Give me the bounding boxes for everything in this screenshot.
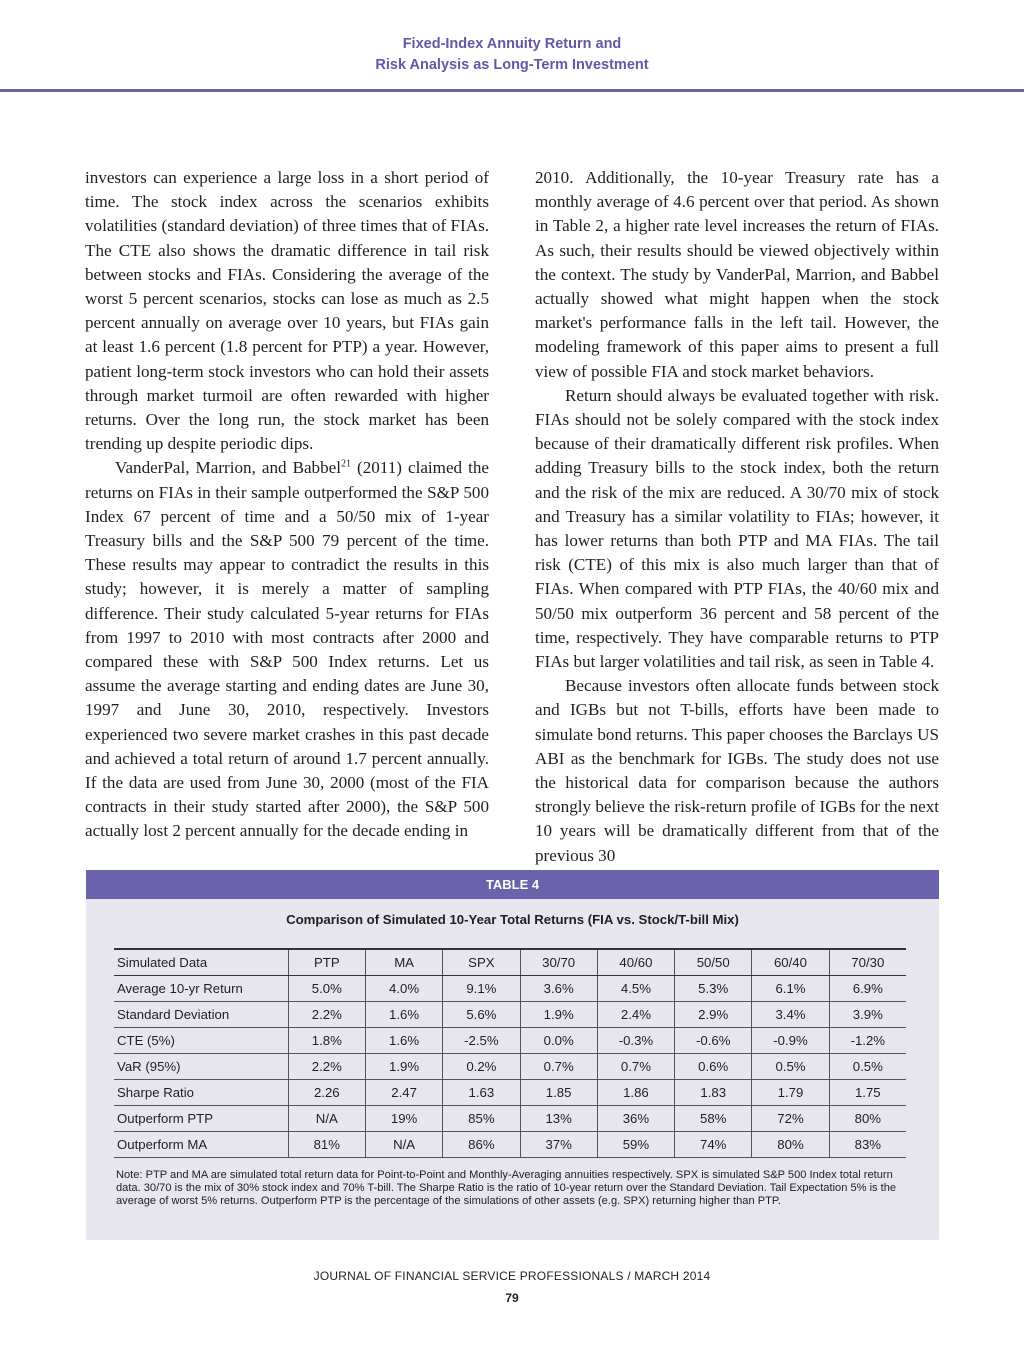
header-cell: 50/50 (675, 949, 752, 976)
table-cell: -2.5% (443, 1028, 520, 1054)
table-cell: 19% (365, 1106, 442, 1132)
table-cell: 1.85 (520, 1080, 597, 1106)
table-cell: 1.79 (752, 1080, 829, 1106)
right-paragraph-3: Because investors often allocate funds between stock and IGBs but not T-bills, efforts have been made to simulate bond returns. This paper chooses the Barclays US ABI as the benchmark for IGBs. The study does not use the historical data for comparison because the authors strongly believe the risk-return profile of IGBs for the next 10 years will be dramatically different from that of the previous 30 (535, 676, 939, 865)
table-cell: 83% (829, 1132, 906, 1158)
left-paragraph-2-start: VanderPal, Marrion, and Babbel (115, 458, 341, 478)
left-paragraph-2 (85, 456, 489, 843)
table-cell: 80% (829, 1106, 906, 1132)
right-paragraph-2: Return should always be evaluated together with risk. FIAs should not be solely compared with the stock index because of their dramatically different risk profiles. When adding Treasury bills to the stock index, both the return and the risk of the mix are reduced. A 30/70 mix of stock and Treasury has a similar volatility to FIAs; however, it has lower returns than both PTP and MA FIAs. The tail risk (CTE) of this mix is also much larger than that of FIAs. When compared with PTP FIAs, the 40/60 mix and 50/50 mix outperform 36 percent and 58 percent of the time, respectively. They have comparable returns to PTP FIAs but larger volatilities and tail risk, as seen in Table 4. (535, 385, 939, 672)
table-cell: 1.8% (288, 1028, 365, 1054)
header-cell: SPX (443, 949, 520, 976)
table-cell: 5.6% (443, 1002, 520, 1028)
table-cell: 0.5% (752, 1054, 829, 1080)
table-cell: 5.3% (675, 976, 752, 1002)
table-row (114, 1054, 906, 1080)
table-cell: 74% (675, 1132, 752, 1158)
table-cell: 81% (288, 1132, 365, 1158)
table-cell: 2.26 (288, 1080, 365, 1106)
table-cell: 2.4% (597, 1002, 674, 1028)
table-cell: 1.6% (365, 1028, 442, 1054)
left-paragraph-1: investors can experience a large loss in a short period of time. The stock index across the scenarios exhibits volatilities (standard deviation) of three times that of FIAs. The CTE also shows the dramatic difference in tail risk between stocks and FIAs. Considering the average of the worst 5 percent scenarios, stocks can lose as much as 2.5 percent annually on average over 10 years, but FIAs gain at least 1.6 percent (1.8 percent for PTP) a year. However, patient long-term stock investors who can hold their assets through market turmoil are often rewarded with higher returns. Over the long run, the stock market has been trending up despite periodic dips. (85, 168, 489, 454)
header-cell: 40/60 (597, 949, 674, 976)
table-cell: 0.6% (675, 1054, 752, 1080)
row-label-cell: Average 10-yr Return (114, 976, 288, 1002)
table-cell: -0.9% (752, 1028, 829, 1054)
table-4-panel (86, 870, 939, 1240)
row-label-cell: Outperform PTP (114, 1106, 288, 1132)
table-cell: 9.1% (443, 976, 520, 1002)
table-row (114, 1132, 906, 1158)
header-cell: 70/30 (829, 949, 906, 976)
table-cell: 1.83 (675, 1080, 752, 1106)
table-cell: 2.2% (288, 1054, 365, 1080)
table-cell: 3.4% (752, 1002, 829, 1028)
table-cell: 36% (597, 1106, 674, 1132)
table-cell: 2.2% (288, 1002, 365, 1028)
table-cell: 86% (443, 1132, 520, 1158)
header-line-1: Fixed-Index Annuity Return and (402, 36, 622, 52)
table-cell: 1.75 (829, 1080, 906, 1106)
table-cell: -0.3% (597, 1028, 674, 1054)
table-cell: -1.2% (829, 1028, 906, 1054)
header-cell: 30/70 (520, 949, 597, 976)
header-cell: 60/40 (752, 949, 829, 976)
table-cell: 72% (752, 1106, 829, 1132)
table-cell: 0.7% (597, 1054, 674, 1080)
table-cell: 6.9% (829, 976, 906, 1002)
table-row (114, 1028, 906, 1054)
table-cell: 5.0% (288, 976, 365, 1002)
table-cell: 1.63 (443, 1080, 520, 1106)
header-line-2: Risk Analysis as Long-Term Investment (375, 57, 649, 73)
table-cell: 6.1% (752, 976, 829, 1002)
table-cell: 85% (443, 1106, 520, 1132)
left-paragraph-2-rest: (2011) claimed the returns on FIAs in their sample outperformed the S&P 500 Index 67 percent of time and a 50/50 mix of 1-year Treasury bills and the S&P 500 79 percent of the time. These results may appear to contradict the results in this study; however, it is merely a matter of sampling difference. Their study calculated 5-year returns for FIAs from 1997 to 2010 with most contracts after 2000 and compared these with S&P 500 Index returns. Let us assume the average starting and ending dates are June 30, 1997 and June 30, 2010, respectively. Investors experienced two severe market crashes in this past decade and achieved a total return of around 1.7 percent annually. If the data are used from June 30, 2000 (most of the FIA contracts in their study started after 2000), the S&P 500 actually lost 2 percent annually for the decade ending in (85, 458, 490, 841)
header-cell: PTP (288, 949, 365, 976)
table-cell: 37% (520, 1132, 597, 1158)
table-cell: 2.47 (365, 1080, 442, 1106)
table-cell: 4.5% (597, 976, 674, 1002)
table-note: Note: PTP and MA are simulated total return data for Point-to-Point and Monthly-Averaging annuities respectively. SPX is simulated S&P 500 Index total return data. 30/70 is the mix of 30% stock index and 70% T-bill. The Sharpe Ratio is the ratio of 10-year return over the Standard Deviation. Tail Expectation 5% is the average of worst 5% returns. Outperform PTP is the percentage of the simulations of other assets (e.g. SPX) returning higher than PTP. (116, 1169, 897, 1208)
running-header (0, 34, 1024, 76)
footnote-ref-21[interactable]: 21 (341, 458, 351, 470)
table-header-row (114, 949, 906, 976)
table-cell: 0.7% (520, 1054, 597, 1080)
table-cell: 1.9% (365, 1054, 442, 1080)
row-label-cell: CTE (5%) (114, 1028, 288, 1054)
table-row (114, 1002, 906, 1028)
table-cell: 3.6% (520, 976, 597, 1002)
table-cell: 1.9% (520, 1002, 597, 1028)
table-row (114, 1106, 906, 1132)
table-cell: N/A (365, 1132, 442, 1158)
table-cell: 59% (597, 1132, 674, 1158)
table-cell: 4.0% (365, 976, 442, 1002)
table-cell: 80% (752, 1132, 829, 1158)
row-label-cell: Standard Deviation (114, 1002, 288, 1028)
right-paragraph-1: 2010. Additionally, the 10-year Treasury rate has a monthly average of 4.6 percent over that period. As shown in Table 2, a higher rate level increases the return of FIAs. As such, their results should be viewed objectively within the context. The study by VanderPal, Marrion, and Babbel actually showed what might happen when the stock market's performance falls in the left tail. However, the modeling framework of this paper aims to present a full view of possible FIA and stock market behaviors. (535, 168, 939, 381)
header-cell: MA (365, 949, 442, 976)
returns-table (114, 948, 906, 1158)
table-cell: -0.6% (675, 1028, 752, 1054)
table-cell: N/A (288, 1106, 365, 1132)
header-cell: Simulated Data (114, 949, 288, 976)
page-number: 79 (505, 1291, 519, 1305)
table-cell: 0.0% (520, 1028, 597, 1054)
table-cell: 1.86 (597, 1080, 674, 1106)
journal-footer: JOURNAL OF FINANCIAL SERVICE PROFESSIONALS / MARCH 2014 (313, 1269, 711, 1283)
table-cell: 13% (520, 1106, 597, 1132)
table-cell: 2.9% (675, 1002, 752, 1028)
row-label-cell: Sharpe Ratio (114, 1080, 288, 1106)
right-column (535, 166, 939, 868)
table-cell: 1.6% (365, 1002, 442, 1028)
table-cell: 0.2% (443, 1054, 520, 1080)
table-cell: 3.9% (829, 1002, 906, 1028)
table-label: TABLE 4 (86, 870, 939, 899)
table-row (114, 1080, 906, 1106)
table-title: Comparison of Simulated 10-Year Total Returns (FIA vs. Stock/T-bill Mix) (286, 912, 739, 927)
header-rule (0, 89, 1024, 92)
row-label-cell: Outperform MA (114, 1132, 288, 1158)
table-cell: 58% (675, 1106, 752, 1132)
table-cell: 0.5% (829, 1054, 906, 1080)
left-column (85, 166, 489, 844)
row-label-cell: VaR (95%) (114, 1054, 288, 1080)
table-row (114, 976, 906, 1002)
